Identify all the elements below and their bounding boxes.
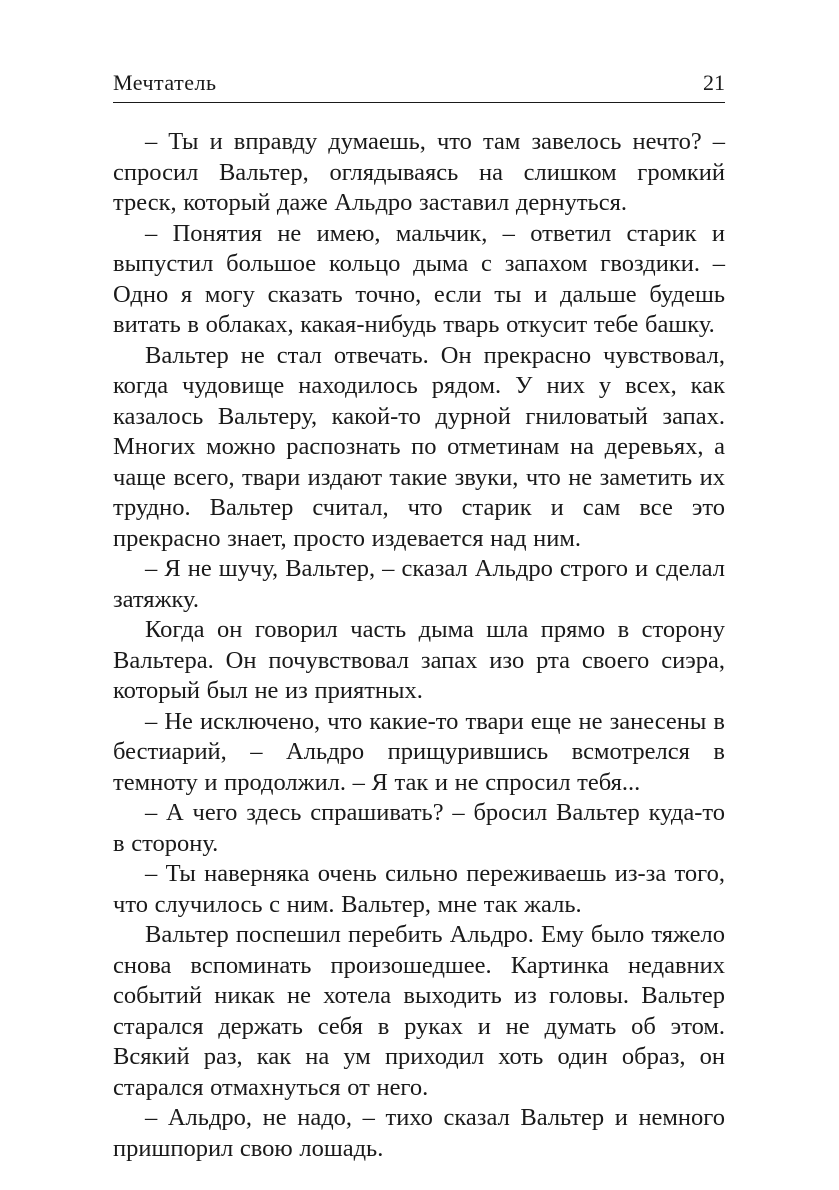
page-number: 21 (703, 70, 725, 95)
body-text (113, 127, 725, 1164)
paragraph: – Альдро, не надо, – тихо сказал Вальтер и немного пришпорил свою лошадь. (113, 1104, 725, 1162)
paragraph: – Ты и вправду думаешь, что там завелось нечто? – спросил Вальтер, оглядываясь на слишком громкий треск, который даже Альдро заставил дернуться. (113, 128, 725, 216)
paragraph: – Понятия не имею, мальчик, – ответил старик и выпустил большое кольцо дыма с запахом гвоздики. – Одно я могу сказать точно, если ты и дальше будешь витать в облаках, какая-нибудь тварь откусит тебе башку. (113, 219, 725, 338)
paragraph: – Ты наверняка очень сильно переживаешь из-за того, что случилось с ним. Вальтер, мне так жаль. (113, 860, 725, 918)
paragraph: – Не исключено, что какие-то твари еще не занесены в бестиарий, – Альдро прищурившись всмотрелся в темноту и продолжил. – Я так и не спросил тебя... (113, 707, 725, 796)
paragraph: Вальтер поспешил перебить Альдро. Ему было тяжело снова вспоминать произошедшее. Картинка недавних событий никак не хотела выходить из головы. Вальтер старался держать себя в руках и не думать об этом. Всякий раз, как на ум приходил хоть один образ, он старался отмахнуться от него. (113, 921, 725, 1101)
paragraph: Вальтер не стал отвечать. Он прекрасно чувствовал, когда чудовище находилось рядом. У них у всех, как казалось Вальтеру, какой-то дурной гниловатый запах. Многих можно распознать по отметинам на деревьях, а чаще всего, твари издают такие звуки, что не заметить их трудно. Вальтер считал, что старик и сам все это прекрасно знает, просто издевается над ним. (113, 341, 725, 552)
paragraph: – Я не шучу, Вальтер, – сказал Альдро строго и сделал затяжку. (113, 555, 725, 613)
running-header (113, 66, 725, 104)
paragraph: – А чего здесь спрашивать? – бросил Вальтер куда-то в сторону. (113, 799, 725, 857)
paragraph: Когда он говорил часть дыма шла прямо в сторону Вальтера. Он почувствовал запах изо рта своего сиэра, который был не из приятных. (113, 616, 725, 704)
header-rule (113, 102, 725, 103)
running-title: Мечтатель (113, 70, 217, 95)
